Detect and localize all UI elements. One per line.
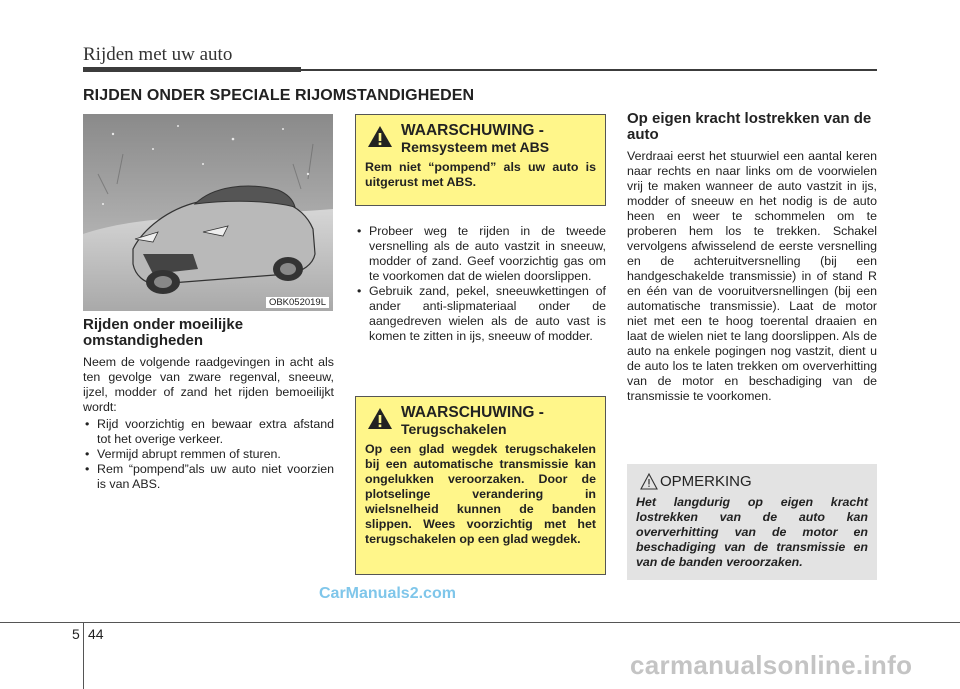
right-column [627, 111, 877, 404]
list-item: • Gebruik zand, pekel, sneeuwkettingen of ander anti-slipmateriaal onder de aangedreven wielen als de auto vast is komen te zitten in ijs, sneeuw of modder. [355, 284, 606, 344]
header-bar-thick [83, 67, 301, 72]
chapter-number: 5 [72, 626, 80, 642]
note-title: OPMERKING [660, 473, 752, 490]
heading-difficult-conditions: Rijden onder moeilijke omstandigheden [83, 316, 244, 349]
warning-body: Rem niet “pompend” als uw auto is uitgerust met ABS. [365, 160, 596, 189]
warning-triangle-icon [367, 407, 393, 430]
intro-paragraph: Neem de volgende raadgevingen in acht als ten gevolge van zware regenval, sneeuw, ijzel, modder of zand het rijden bemoeilijkt wordt: [83, 355, 334, 414]
left-bullet-list [83, 417, 334, 492]
list-item: • Vermijd abrupt remmen of sturen. [83, 447, 334, 462]
header-bar-thin [301, 69, 877, 71]
warning-subtitle: Remsysteem met ABS [401, 139, 550, 155]
page-number: 44 [88, 626, 104, 642]
caution-triangle-icon [640, 473, 658, 490]
heading-rocking-vehicle: Op eigen kracht lostrekken van de auto [627, 110, 872, 143]
car-illustration [83, 114, 333, 311]
note-box [627, 464, 877, 580]
section-title: RIJDEN ONDER SPECIALE RIJOMSTANDIGHEDEN [83, 87, 475, 104]
left-column [83, 317, 334, 492]
note-body: Het langdurig op eigen kracht lostrekken van de auto kan oververhitting van de motor en beschadiging van de transmissie en van de banden veroorzaken. [636, 495, 868, 569]
middle-column [355, 224, 606, 344]
warning-box-downshift [355, 396, 606, 575]
header-title: Rijden met uw auto [83, 44, 233, 65]
car-in-snow-photo [83, 114, 333, 311]
list-item: • Probeer weg te rijden in de tweede versnelling als de auto vastzit in sneeuw, modder of zand. Geef voorzichtig gas om te voorkomen dat de wielen doorslippen. [355, 224, 606, 284]
watermark-link[interactable]: CarManuals2.com [319, 585, 456, 602]
list-item: • Rijd voorzichtig en bewaar extra afstand tot het overige verkeer. [83, 417, 334, 447]
footer-site-watermark: carmanualsonline.info [630, 650, 913, 680]
footer-vertical-divider [83, 622, 84, 689]
warning-title: WAARSCHUWING - [401, 404, 544, 421]
warning-title: WAARSCHUWING - [401, 122, 544, 139]
middle-bullet-list [355, 224, 606, 344]
warning-box-abs [355, 114, 606, 206]
photo-caption: OBK052019L [266, 297, 329, 308]
warning-body: Op een glad wegdek terugschakelen bij een automatische transmissie kan ongelukken veroorzaken. Door de plotselinge verandering in wielsnelheid kunnen de banden slippen. Wees voorzichtig met het terugschakelen op een glad wegdek. [365, 442, 596, 546]
warning-triangle-icon [367, 125, 393, 148]
warning-subtitle: Terugschakelen [401, 421, 507, 437]
list-item: • Rem “pompend”als uw auto niet voorzien is van ABS. [83, 462, 334, 492]
footer-divider [0, 622, 960, 623]
rocking-paragraph: Verdraai eerst het stuurwiel een aantal keren naar rechts en naar links om de voorwielen vrij te maken wanneer de auto vastzit in ijs, modder of sneeuw en het nodig is de auto heen en weer te schommelen om te proberen hem los te trekken. Schakel vervolgens afwisselend de eerste versnelling en de achteruitversnelling (bij een handgeschakelde transmissie) in of stand R en één van de vooruitversnellingen (bij een automatische transmissie). Laat de motor niet met een te hoog toerental draaien en laat de wielen niet te lang doorslippen. Als de auto na enkele pogingen nog vastzit, dient u de auto los te laten trekken om oververhitting van de motor en beschadiging van de transmissie te voorkomen. [627, 149, 877, 403]
